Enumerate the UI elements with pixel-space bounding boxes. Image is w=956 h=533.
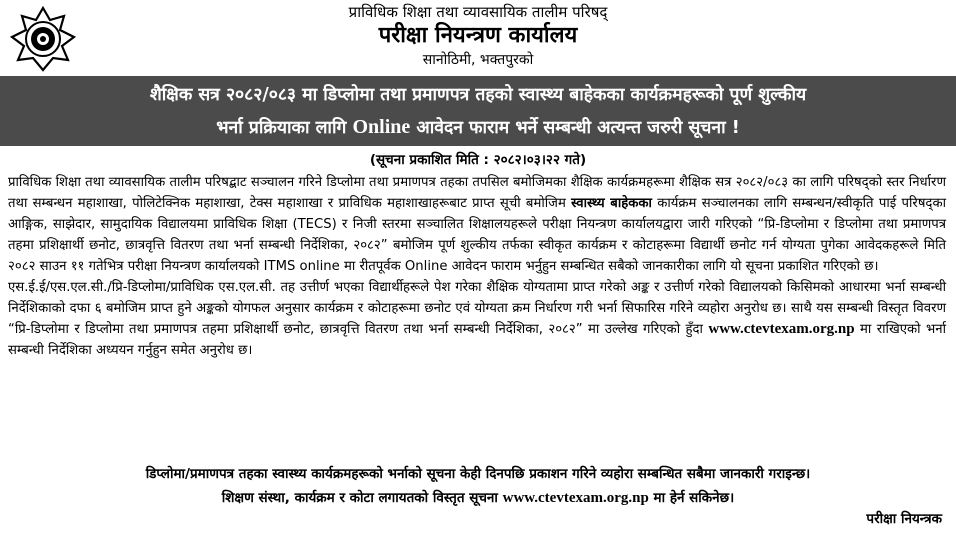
header [0, 2, 956, 70]
office-name: परीक्षा नियन्त्रण कार्यालय [378, 23, 578, 48]
banner-online-word: Online [352, 116, 411, 138]
paragraph-2-part-a: एस.ई.ई/एस.एल.सी./प्रि-डिप्लोमा/प्राविधिक एस.एल.सी. तह उत्तीर्ण भएका विद्यार्थीहरूले पेश गरेका शैक्षिक योग्यतामा प्राप्त गरेको अङ्क र उत्तीर्ण गरेको विद्यालयको किसिमको आधारमा भर्ना सम्बन्धी निर्देशिकाको दफा ६ बमोजिम प्राप्त हुने अङ्कको योगफल अनुसार कार्यक्रम र कोटाहरूमा छनोट एवं योग्यता क्रम निर्धारण गरी भर्ना सिफारिस गरिने व्यहोरा अनुरोध छ। साथै यस सम्बन्धी विस्तृत विवरण “प्रि-डिप्लोमा र डिप्लोमा तथा प्रमाणपत्र तहमा प्रशिक्षार्थी छनोट, छात्रवृत्ति वितरण तथा भर्ना सम्बन्धी निर्देशिका, २०८२” मा उल्लेख गरिएको हुँदा [8, 280, 946, 337]
publication-date: (सूचना प्रकाशित मिति : २०८२।०३।२२ गते) [369, 152, 587, 168]
notice-title-banner [0, 76, 956, 146]
banner-line-1: शैक्षिक सत्र २०८२/०८३ मा डिप्लोमा तथा प्रमाणपत्र तहको स्वास्थ्य बाहेकका कार्यक्रमहरूको पूर्ण शुल्कीय [149, 85, 807, 105]
paragraph-1 [8, 172, 946, 277]
paragraph-1-bold: स्वास्थ्य बाहेकका [571, 196, 652, 211]
signature: परीक्षा नियन्त्रक [866, 511, 942, 527]
details-note-part-a: शिक्षण संस्था, कार्यक्रम र कोटा लगायतको विस्तृत सूचना [221, 490, 498, 506]
banner-line-2 [0, 111, 956, 144]
details-website-link[interactable]: www.ctevtexam.org.np [502, 490, 649, 506]
details-note-part-b: मा हेर्न सकिनेछ। [653, 490, 735, 506]
paragraph-2-part-b: मा राखिएको भर्ना सम्बन्धी निर्देशिका अध्ययन गर्नुहुन समेत अनुरोध छ। [8, 322, 946, 358]
banner-line-2-pre: भर्ना प्रक्रियाका लागि [216, 118, 347, 138]
office-location: सानोठिमी, भक्तपुरको [422, 52, 534, 68]
paragraph-1-part-b: कार्यक्रम सञ्चालनका लागि सम्बन्धन/स्वीकृति पाई परिषद्का आङ्गिक, साझेदार, सामुदायिक विद्यालयमा प्राविधिक शिक्षा (TECS) र निजी स्तरमा सञ्चालित शिक्षालयहरूले परीक्षा नियन्त्रण कार्यालयद्वारा जारी गरिएको “प्रि-डिप्लोमा र डिप्लोमा तथा प्रमाणपत्र तहमा प्रशिक्षार्थी छनोट, छात्रवृत्ति वितरण तथा भर्ना सम्बन्धी निर्देशिका, २०८२” बमोजिम पूर्ण शुल्कीय तर्फका स्वीकृत कार्यक्रम र कोटाहरूमा विद्यार्थी छनोट गर्न योग्यता पुगेका आवेदकहरूले मिति २०८२ साउन ११ गतेभित्र परीक्षा नियन्त्रण कार्यालयको ITMS online मा रीतपूर्वक Online आवेदन फाराम भर्नुहुन सम्बन्धित सबैको जानकारीका लागि यो सूचना प्रकाशित गरिएको छ। [8, 196, 946, 274]
paragraph-1-part-a: प्राविधिक शिक्षा तथा व्यावसायिक तालीम परिषद्बाट सञ्चालन गरिने डिप्लोमा तथा प्रमाणपत्र तहका तपसिल बमोजिमका शैक्षिक कार्यक्रमहरूमा शैक्षिक सत्र २०८२/०८३ का लागि परिषद्को स्तर निर्धारण तथा सम्बन्धन महाशाखा, पोलिटेक्निक महाशाखा, टेक्स महाशाखा र प्राविधिक महाशाखाहरूबाट प्राप्त सूची बमोजिम [8, 175, 946, 211]
organization-name: प्राविधिक शिक्षा तथा व्यावसायिक तालीम परिषद् [348, 3, 608, 21]
notice-body [8, 172, 946, 361]
website-link[interactable]: www.ctevtexam.org.np [708, 321, 855, 337]
banner-line-2-post: आवेदन फाराम भर्ने सम्बन्धी अत्यन्त जरुरी सूचना ! [416, 118, 740, 138]
paragraph-2 [8, 277, 946, 361]
health-programs-note: डिप्लोमा/प्रमाणपत्र तहका स्वास्थ्य कार्यक्रमहरूको भर्नाको सूचना केही दिनपछि प्रकाशन गरिने व्यहोरा सम्बन्धित सबैमा जानकारी गराइन्छ। [145, 466, 811, 482]
details-note [0, 488, 956, 509]
